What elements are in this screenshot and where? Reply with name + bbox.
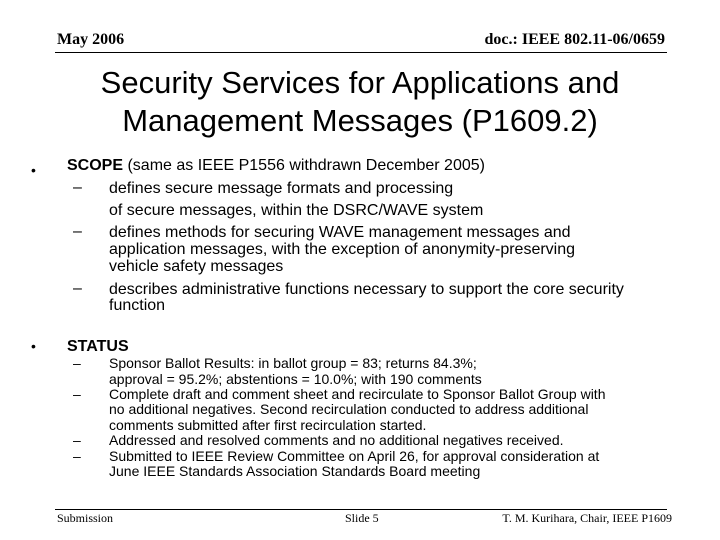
status-item-1-line-2: approval = 95.2%; abstentions = 10.0%; with 190 comments — [109, 371, 482, 387]
footer-submission: Submission — [57, 511, 114, 525]
scope-item-3-line-2: function — [109, 297, 166, 314]
header-rule — [55, 52, 667, 53]
bullet-icon: • — [31, 162, 36, 178]
dash-icon: – — [73, 223, 82, 240]
scope-item-1-line-1: defines secure message formats and processing — [109, 180, 454, 197]
bullet-icon: • — [31, 338, 36, 354]
status-item-4-line-2: June IEEE Standards Association Standards Board meeting — [109, 463, 481, 479]
dash-icon: – — [73, 432, 81, 448]
dash-icon: – — [73, 448, 81, 464]
dash-icon: – — [73, 386, 81, 402]
scope-heading-line — [67, 157, 485, 175]
status-heading: STATUS — [67, 338, 129, 355]
scope-item-2-line-3: vehicle safety messages — [109, 258, 284, 275]
dash-icon: – — [73, 355, 81, 371]
footer-rule — [55, 509, 667, 510]
status-item-2-line-3: comments submitted after first recirculation started. — [109, 417, 427, 433]
footer-author: T. M. Kurihara, Chair, IEEE P1609 — [502, 511, 672, 525]
title-line-2: Management Messages (P1609.2) — [122, 103, 598, 138]
footer-slide-number: Slide 5 — [345, 511, 379, 525]
dash-icon: – — [73, 280, 82, 297]
scope-item-2-line-1: defines methods for securing WAVE management messages and — [109, 224, 571, 241]
scope-item-3-line-1: describes administrative functions necessary to support the core security — [109, 281, 624, 298]
status-item-4-line-1: Submitted to IEEE Review Committee on April 26, for approval consideration at — [109, 448, 600, 464]
scope-heading: SCOPE — [67, 157, 124, 174]
scope-item-1-line-2: of secure messages, within the DSRC/WAVE system — [109, 202, 484, 219]
header-doc-id: doc.: IEEE 802.11-06/0659 — [484, 31, 665, 48]
scope-heading-suffix: (same as IEEE P1556 withdrawn December 2005) — [123, 157, 485, 174]
status-item-3-line-1: Addressed and resolved comments and no additional negatives received. — [109, 432, 564, 448]
status-item-2-line-1: Complete draft and comment sheet and recirculate to Sponsor Ballot Group with — [109, 386, 606, 402]
title-line-1: Security Services for Applications and — [100, 65, 620, 100]
status-item-2-line-2: no additional negatives. Second recirculation conducted to address additional — [109, 401, 589, 417]
dash-icon: – — [73, 179, 82, 196]
scope-item-2-line-2: application messages, with the exception of anonymity-preserving — [109, 241, 576, 258]
status-item-1-line-1: Sponsor Ballot Results: in ballot group = 83; returns 84.3%; — [109, 355, 477, 371]
slide-title — [0, 64, 720, 140]
header-date: May 2006 — [57, 31, 125, 48]
